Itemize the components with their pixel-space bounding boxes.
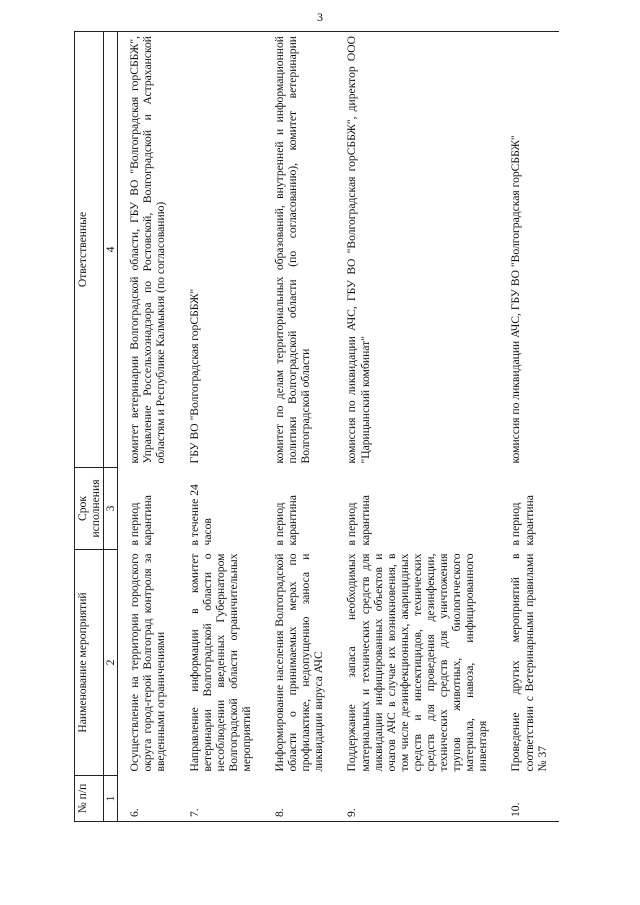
column-number: 2 — [104, 550, 118, 776]
measure-name: Поддержание запаса необходимых материальных и технических средств для ликвидации инфицированных объектов и очагов АЧС в случае их возникновения, в том числе дезинфекционных, акарицидных средств и инсектицидов, технических средств для проведения дезинфекции, технических средств для уничтожения трупов животных, биологического материала, навоза, инфицированного инвентаря — [345, 553, 490, 772]
measure-responsible: комитет по делам территориальных образований, внутренней и информационной политики Волгоградской области (по согласованию), комитет ветеринарии Волгоградской области — [263, 32, 335, 468]
row-number: 7. — [178, 776, 263, 822]
measure-name: Проведение других мероприятий в соответствии с Ветеринарными правилами № 37 — [509, 553, 549, 772]
measure-name: Осуществление на территории городского округа город-герой Волгоград контроля за введенными ограничениями — [128, 553, 168, 772]
page-number: 3 — [317, 10, 323, 24]
table-row — [263, 32, 335, 822]
column-number: 3 — [104, 468, 118, 550]
column-number-row — [104, 32, 118, 822]
header-name: Наименование мероприятий — [75, 550, 104, 776]
measure-responsible: ГБУ ВО "Волгоградская горСББЖ" — [178, 32, 263, 468]
column-number: 4 — [104, 32, 118, 468]
header-responsible: Ответственные — [75, 32, 104, 468]
measure-deadline: в период карантина — [128, 495, 155, 546]
header-deadline: Срок исполнения — [75, 468, 104, 550]
table-header-row — [75, 32, 104, 822]
row-number: 10. — [499, 776, 558, 822]
header-num: № п/п — [75, 776, 104, 822]
column-number: 1 — [104, 776, 118, 822]
table-row — [118, 32, 178, 822]
measure-deadline: в течение 24 часов — [187, 484, 214, 546]
table-row — [499, 32, 558, 822]
measure-deadline: в период карантина — [273, 495, 300, 546]
row-number: 6. — [118, 776, 178, 822]
measure-deadline: в период карантина — [345, 495, 372, 546]
measure-name: Направление информации в комитет ветеринарии Волгоградской области о несоблюдении введенных Губернатором Волгоградской области ограничительных мероприятий — [187, 553, 253, 772]
row-number: 9. — [335, 776, 499, 822]
measures-table — [74, 31, 559, 822]
measure-name: Информирование населения Волгоградской области о принимаемых мерах по профилактике, недопущению заноса и ликвидации вируса АЧС — [273, 553, 326, 772]
measure-responsible: комитет ветеринарии Волгоградской области, ГБУ ВО "Волгоградская горСББЖ", Управление Россельхознадзора по Ростовской, Волгоградской и Астраханской областям и Республике Калмыкия (по согласованию) — [118, 32, 178, 468]
table-row — [335, 32, 499, 822]
rotated-table-wrapper — [74, 32, 554, 822]
row-number: 8. — [263, 776, 335, 822]
table-row — [178, 32, 263, 822]
measure-responsible: комиссия по ликвидации АЧС, ГБУ ВО "Волгоградская горСББЖ", директор ООО "Царицынский комбинат" — [335, 32, 499, 468]
measure-deadline: в период карантина — [509, 495, 536, 546]
measure-responsible: комиссия по ликвидации АЧС, ГБУ ВО "Волгоградская горСББЖ" — [499, 32, 558, 468]
